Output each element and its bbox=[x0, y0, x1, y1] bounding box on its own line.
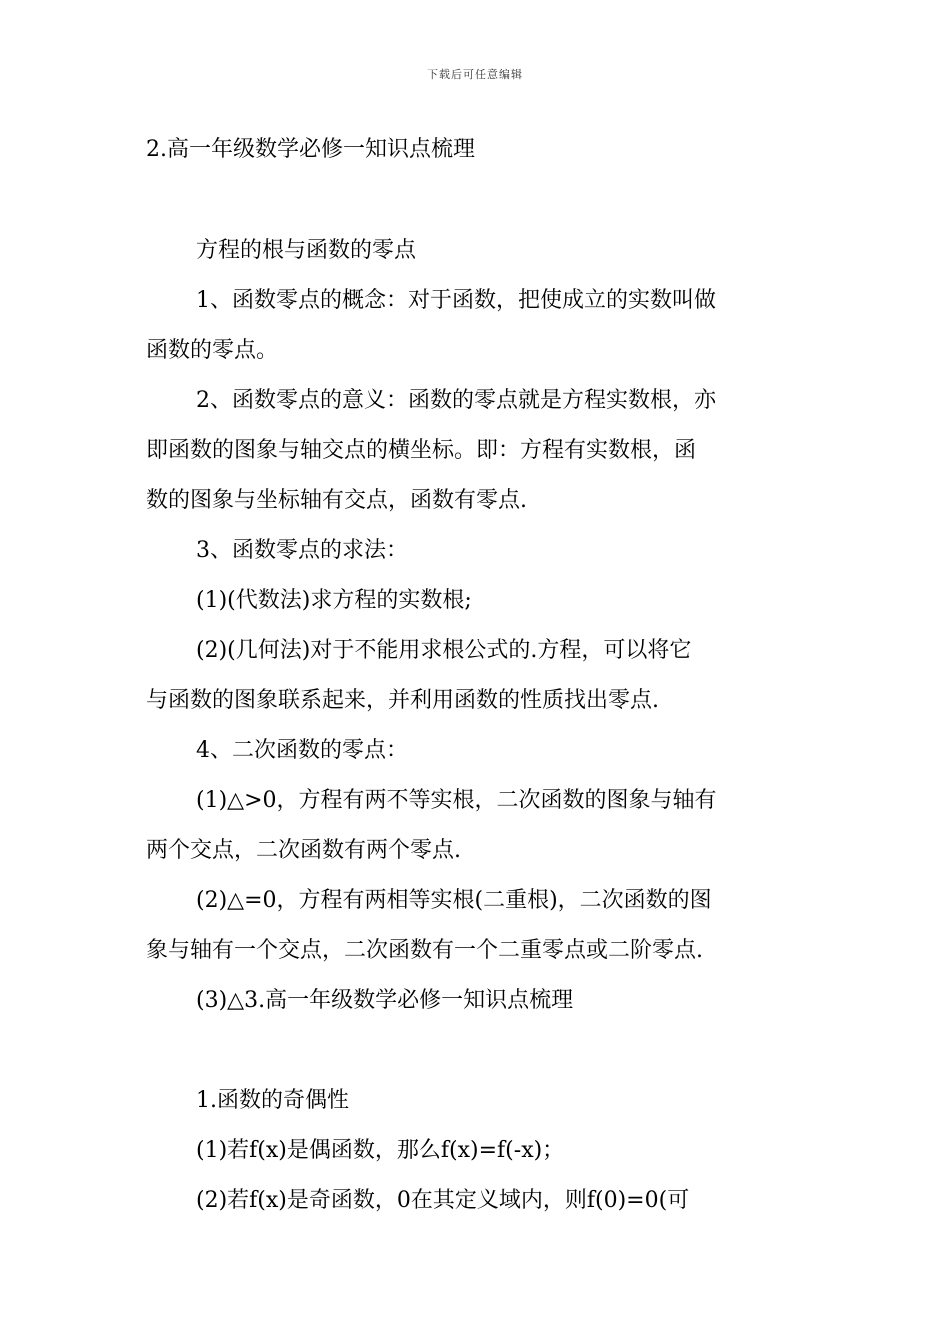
paragraph-line: 象与轴有一个交点，二次函数有一个二重零点或二阶零点. bbox=[146, 938, 703, 963]
paragraph bbox=[146, 626, 814, 726]
paragraph-line: 1.函数的奇偶性 bbox=[196, 1088, 349, 1113]
paragraph bbox=[146, 876, 814, 976]
paragraph bbox=[146, 726, 814, 776]
paragraph bbox=[146, 226, 814, 276]
document-title: 2.高一年级数学必修一知识点梳理 bbox=[146, 137, 475, 162]
paragraph bbox=[146, 976, 814, 1026]
paragraph-line: 2、函数零点的意义：函数的零点就是方程实数根，亦 bbox=[196, 388, 716, 413]
paragraph-line: 两个交点，二次函数有两个零点. bbox=[146, 838, 461, 863]
paragraph-line: 即函数的图象与轴交点的横坐标。即：方程有实数根，函 bbox=[146, 438, 697, 463]
paragraph-list-section-2 bbox=[146, 1076, 814, 1226]
paragraph-line: (1)(代数法)求方程的实数根; bbox=[196, 588, 472, 613]
paragraph bbox=[146, 526, 814, 576]
paragraph-line: 方程的根与函数的零点 bbox=[196, 238, 417, 263]
paragraph bbox=[146, 1126, 814, 1176]
paragraph-list bbox=[146, 226, 814, 1026]
paragraph bbox=[146, 576, 814, 626]
paragraph bbox=[146, 1076, 814, 1126]
paragraph bbox=[146, 376, 814, 526]
paragraph-line: 4、二次函数的零点： bbox=[196, 738, 408, 763]
paragraph-line: (1)若f(x)是偶函数，那么f(x)=f(-x)； bbox=[196, 1138, 565, 1163]
spacer bbox=[146, 168, 814, 226]
paragraph-line: (2)(几何法)对于不能用求根公式的.方程，可以将它 bbox=[196, 638, 692, 663]
paragraph-line: 与函数的图象联系起来，并利用函数的性质找出零点. bbox=[146, 688, 659, 713]
spacer bbox=[146, 1026, 814, 1076]
document-body bbox=[146, 132, 814, 1226]
page-header: 下载后可任意编辑 bbox=[427, 68, 523, 81]
paragraph-line: 函数的零点。 bbox=[146, 338, 279, 363]
paragraph bbox=[146, 776, 814, 876]
paragraph bbox=[146, 1176, 814, 1226]
paragraph-line: (2)若f(x)是奇函数，0在其定义域内，则f(0)=0(可 bbox=[196, 1188, 690, 1213]
paragraph bbox=[146, 276, 814, 376]
paragraph-line: 3、函数零点的求法： bbox=[196, 538, 408, 563]
paragraph-line: 数的图象与坐标轴有交点，函数有零点. bbox=[146, 488, 527, 513]
paragraph-line: (3)△3.高一年级数学必修一知识点梳理 bbox=[196, 988, 574, 1013]
paragraph-line: 1、函数零点的概念：对于函数，把使成立的实数叫做 bbox=[196, 288, 716, 313]
paragraph-line: (2)△=0，方程有两相等实根(二重根)，二次函数的图 bbox=[196, 888, 712, 913]
paragraph-line: (1)△>0，方程有两不等实根，二次函数的图象与轴有 bbox=[196, 788, 717, 813]
